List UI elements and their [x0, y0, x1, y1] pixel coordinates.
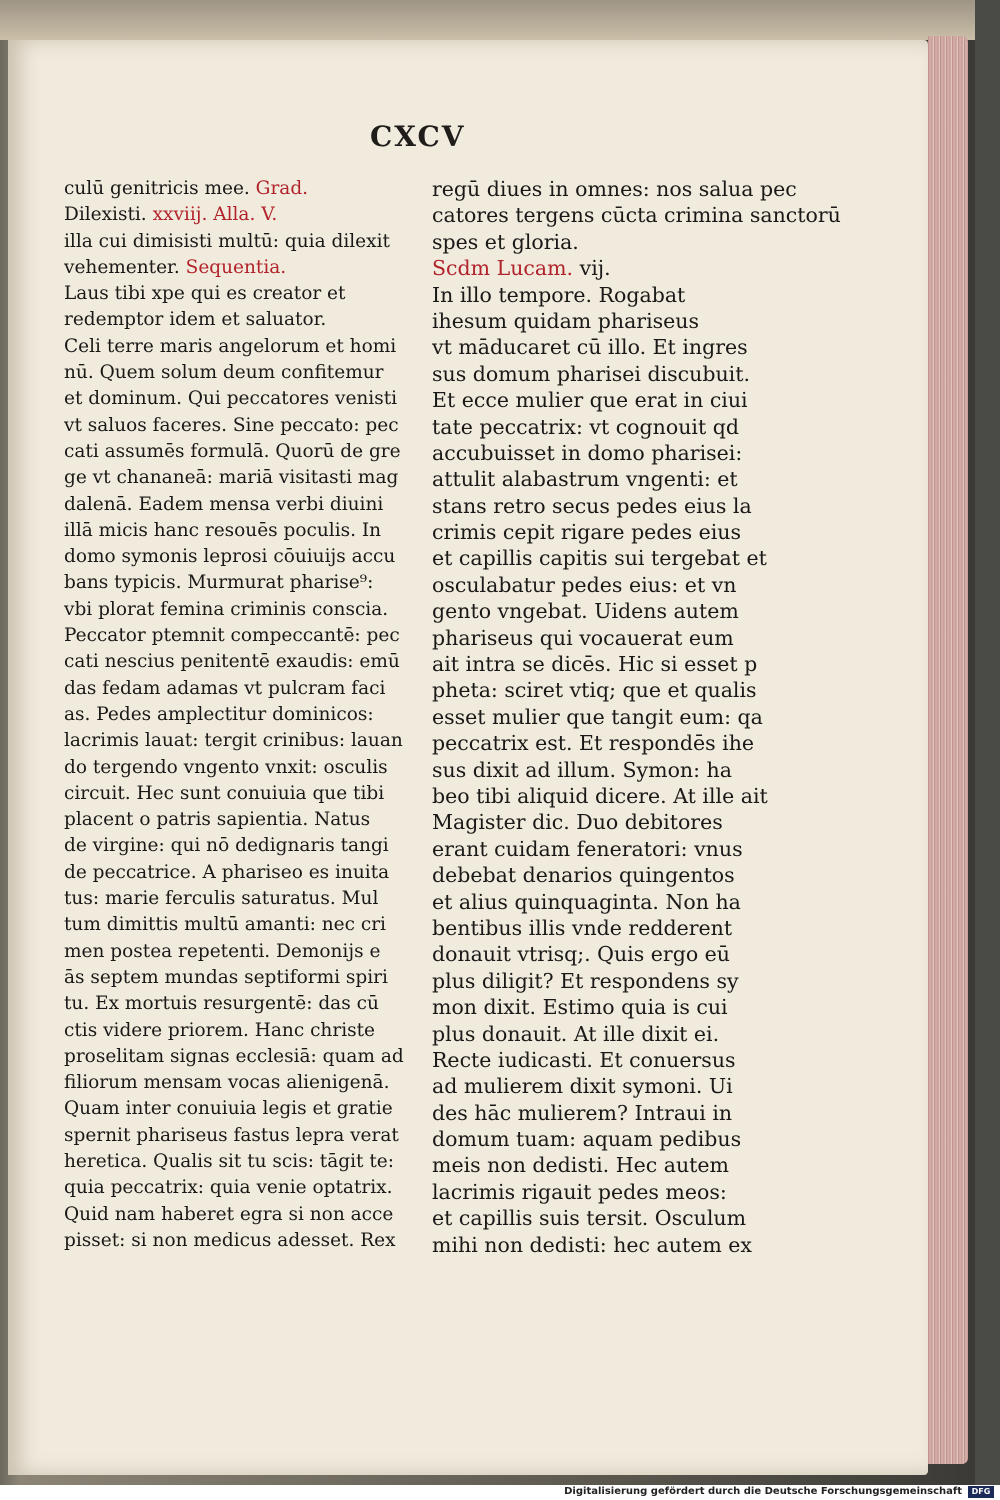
line-text: des hāc mulierem? Intraui in [432, 1100, 733, 1125]
line-text: ait intra se dicēs. Hic si esset p [432, 652, 758, 677]
line-text: attulit alabastrum vngenti: et [432, 467, 738, 492]
line-text: domo symonis leprosi cōuiuijs accu [64, 546, 396, 568]
line-text: stans retro secus pedes eius la [432, 493, 752, 518]
line-text: de virgine: qui nō dedignaris tangi [64, 835, 389, 857]
text-line [64, 202, 404, 228]
text-line [432, 783, 772, 809]
line-text: tu. Ex mortuis resurgentē: das cū [64, 993, 379, 1015]
line-text: circuit. Hec sunt conuiuia que tibi [64, 782, 385, 804]
text-line [432, 704, 772, 730]
text-line [64, 939, 404, 965]
text-line [64, 755, 404, 781]
text-line [432, 915, 772, 941]
text-line [64, 1096, 404, 1122]
text-line [64, 360, 404, 386]
line-text: osculabatur pedes eius: et vn [432, 572, 737, 597]
line-text: lacrimis lauat: tergit crinibus: lauan [64, 730, 403, 752]
text-line [432, 572, 772, 598]
line-text: cati nescius penitentē exaudis: emū [64, 651, 400, 673]
line-text: accubuisset in domo pharisei: [432, 440, 743, 465]
dfg-logo: DFG [968, 1486, 994, 1498]
line-text: dalenā. Eadem mensa verbi diuini [64, 493, 384, 515]
text-line [64, 676, 404, 702]
text-line [432, 651, 772, 677]
line-text: plus diligit? Et respondens sy [432, 968, 739, 993]
line-text: placent o patris sapientia. Natus [64, 809, 371, 831]
funding-credit: Digitalisierung gefördert durch die Deutsche Forschungsgemeinschaft [564, 1486, 962, 1497]
line-text: as. Pedes amplectitur dominicos: [64, 703, 374, 725]
text-line [64, 544, 404, 570]
line-text: men postea repetenti. Demonijs e [64, 940, 381, 962]
text-line [432, 1179, 772, 1205]
text-line [432, 968, 772, 994]
line-text: Dilexisti. [64, 204, 147, 226]
line-text: pheta: sciret vtiq; que et qualis [432, 678, 757, 703]
text-line [432, 1073, 772, 1099]
line-text: ctis videre priorem. Hanc christe [64, 1019, 375, 1041]
text-line [64, 492, 404, 518]
text-line [432, 1152, 772, 1178]
line-text: proselitam signas ecclesiā: quam ad [64, 1045, 404, 1067]
text-line [432, 730, 772, 756]
line-text: vbi plorat femina criminis conscia. [64, 598, 389, 620]
text-line [432, 519, 772, 545]
text-line [64, 518, 404, 544]
line-text: domum tuam: aquam pedibus [432, 1127, 742, 1152]
line-text: meis non dedisti. Hec autem [432, 1153, 729, 1178]
line-text: debebat denarios quingentos [432, 863, 735, 888]
line-text: catores tergens cūcta crimina sanctorū [432, 203, 841, 228]
text-line [432, 941, 772, 967]
line-text: mihi non dedisti: hec autem ex [432, 1232, 752, 1257]
text-line [432, 1100, 772, 1126]
line-text: tate peccatrix: vt cognouit qd [432, 414, 739, 439]
text-line [432, 889, 772, 915]
book-top-edge [0, 0, 975, 40]
line-text: sus dixit ad illum. Symon: ha [432, 757, 732, 782]
text-line [432, 387, 772, 413]
line-text: das fedam adamas vt pulcram faci [64, 677, 386, 699]
line-text: et alius quinquaginta. Non ha [432, 889, 741, 914]
line-text: heretica. Qualis sit tu scis: tāgit te: [64, 1150, 394, 1172]
line-text: de peccatrice. A phariseo es inuita [64, 861, 390, 883]
text-line [64, 307, 404, 333]
text-line [64, 1149, 404, 1175]
text-line [432, 202, 841, 228]
line-text: spernit phariseus fastus lepra verat [64, 1124, 399, 1146]
line-text: esset mulier que tangit eum: qa [432, 704, 763, 729]
line-text: et dominum. Qui peccatores venisti [64, 388, 398, 410]
line-text: peccatrix est. Et respondēs ihe [432, 731, 755, 756]
text-line [432, 440, 772, 466]
text-line [432, 625, 772, 651]
text-line [432, 308, 772, 334]
line-text: bans typicis. Murmurat pharise⁹: [64, 572, 374, 594]
text-line [64, 728, 404, 754]
footer-bar [0, 1485, 1000, 1500]
line-text: Quid nam haberet egra si non acce [64, 1203, 394, 1225]
text-line [432, 1021, 772, 1047]
line-text: In illo tempore. Rogabat [432, 282, 686, 307]
line-text: ge vt chananeā: mariā visitasti mag [64, 467, 399, 489]
text-line [64, 255, 404, 281]
line-text: lacrimis rigauit pedes meos: [432, 1179, 727, 1204]
line-text: do tergendo vngento vnxit: osculis [64, 756, 388, 778]
line-text: sus domum pharisei discubuit. [432, 361, 750, 386]
line-text: erant cuidam feneratori: vnus [432, 836, 743, 861]
text-line [64, 1070, 404, 1096]
line-text: mon dixit. Estimo quia is cui [432, 995, 728, 1020]
left-text-column [64, 176, 404, 1254]
text-line [432, 809, 772, 835]
text-line [64, 965, 404, 991]
line-text: Peccator ptemnit compeccantē: pec [64, 625, 400, 647]
line-text: donauit vtrisq;. Quis ergo eū [432, 942, 731, 967]
line-text: Laus tibi xpe qui es creator et [64, 283, 346, 305]
text-line [64, 597, 404, 623]
line-text: beo tibi aliquid dicere. At ille ait [432, 783, 768, 808]
line-text: plus donauit. At ille dixit ei. [432, 1021, 720, 1046]
text-line [432, 677, 772, 703]
text-line [64, 702, 404, 728]
line-text: Celi terre maris angelorum et homi [64, 335, 397, 357]
line-text: illā micis hanc resouēs poculis. In [64, 519, 382, 541]
text-line [64, 1123, 404, 1149]
line-text: gento vngebat. Uidens autem [432, 599, 739, 624]
rubric-text: xxviij. Alla. V. [152, 204, 278, 226]
line-text: illa cui dimisisti multū: quia dilexit [64, 230, 390, 252]
rubric-text: Grad. [255, 178, 309, 199]
text-line [432, 282, 772, 308]
line-text: tum dimittis multū amanti: nec cri [64, 914, 386, 936]
line-text: tus: marie ferculis saturatus. Mul [64, 888, 379, 910]
text-line [432, 414, 772, 440]
line-text: ihesum quidam phariseus [432, 308, 700, 333]
line-text: Magister dic. Duo debitores [432, 810, 723, 835]
line-text: redemptor idem et saluator. [64, 309, 327, 331]
line-text: vt saluos faceres. Sine peccato: pec [64, 414, 399, 436]
text-line [432, 545, 772, 571]
line-text: Recte iudicasti. Et conuersus [432, 1047, 736, 1072]
line-text: culū genitricis mee. [64, 178, 250, 199]
text-line [432, 1047, 772, 1073]
folio-number: CXCV [370, 120, 466, 153]
text-line [64, 439, 404, 465]
line-text: et capillis capitis sui tergebat et [432, 546, 767, 571]
line-text: quia peccatrix: quia venie optatrix. [64, 1177, 393, 1199]
text-line [432, 598, 772, 624]
line-text: vehementer. [64, 256, 180, 278]
text-line [64, 833, 404, 859]
text-line [432, 862, 772, 888]
text-line [432, 361, 772, 387]
text-line [64, 991, 404, 1017]
text-line [432, 229, 772, 255]
text-line [64, 465, 404, 491]
text-line [64, 1228, 404, 1254]
text-line [64, 176, 404, 202]
text-line [432, 176, 797, 202]
line-text: Et ecce mulier que erat in ciui [432, 388, 748, 413]
line-text: regū diues in omnes: nos salua pec [432, 177, 797, 201]
text-line [64, 1202, 404, 1228]
text-line [432, 334, 772, 360]
line-text: Quam inter conuiuia legis et gratie [64, 1098, 393, 1120]
line-text: pisset: si non medicus adesset. Rex [64, 1229, 396, 1251]
text-line [64, 413, 404, 439]
text-line [64, 1175, 404, 1201]
line-text: filiorum mensam vocas alienigenā. [64, 1072, 390, 1094]
line-text: cati assumēs formulā. Quorū de gre [64, 440, 401, 462]
line-text: et capillis suis tersit. Osculum [432, 1206, 747, 1231]
text-line [64, 623, 404, 649]
line-text: vij. [579, 256, 611, 281]
text-line [432, 1126, 772, 1152]
text-line [432, 466, 772, 492]
text-line [432, 493, 772, 519]
text-line [64, 334, 404, 360]
line-text: nū. Quem solum deum confitemur [64, 362, 384, 384]
line-text: bentibus illis vnde redderent [432, 915, 733, 940]
text-line [64, 781, 404, 807]
text-line [64, 1044, 404, 1070]
text-line [432, 836, 772, 862]
text-line [432, 994, 772, 1020]
right-text-column [432, 176, 841, 1258]
text-line [64, 886, 404, 912]
line-text: ad mulierem dixit symoni. Ui [432, 1074, 733, 1099]
text-line [432, 255, 772, 281]
text-line [64, 1018, 404, 1044]
text-line [64, 281, 404, 307]
text-line [432, 757, 772, 783]
line-text: spes et gloria. [432, 229, 579, 254]
text-line [64, 386, 404, 412]
text-line [64, 649, 404, 675]
page-fore-edge [928, 36, 968, 1464]
text-line [432, 1205, 772, 1231]
text-line [64, 229, 404, 255]
line-text: vt māducaret cū illo. Et ingres [432, 335, 748, 360]
text-line [64, 860, 404, 886]
line-text: ās septem mundas septiformi spiri [64, 966, 388, 988]
line-text: crimis cepit rigare pedes eius [432, 520, 742, 545]
line-text: phariseus qui vocauerat eum [432, 625, 734, 650]
rubric-text: Scdm Lucam. [432, 256, 574, 281]
text-line [64, 912, 404, 938]
rubric-text: Sequentia. [185, 256, 287, 278]
text-line [64, 570, 404, 596]
text-line [432, 1232, 772, 1258]
text-line [64, 807, 404, 833]
